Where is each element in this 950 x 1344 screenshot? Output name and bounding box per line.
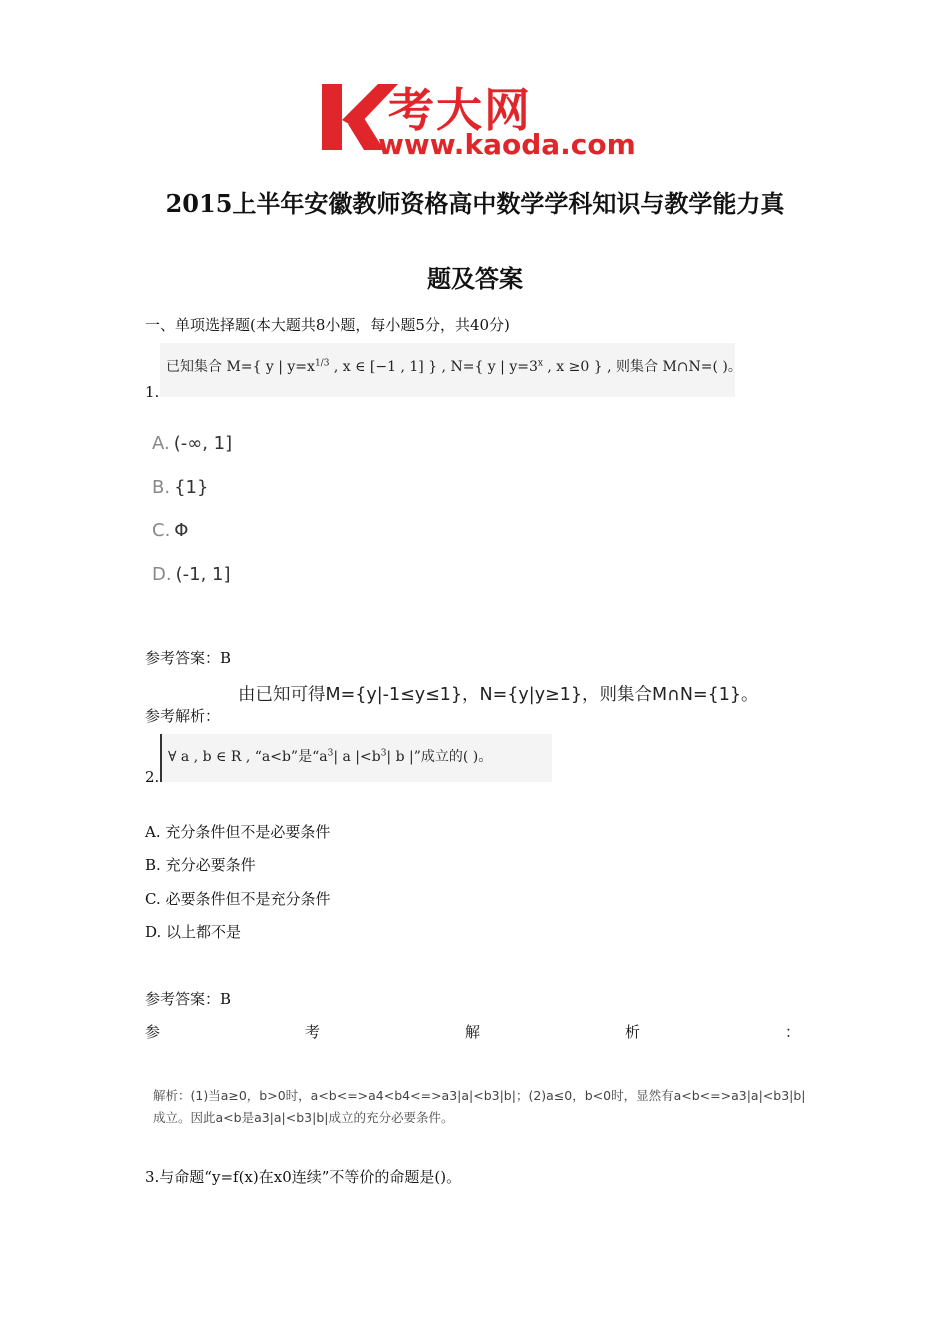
q1-stem-text [166,356,742,376]
q2-option-d[interactable] [145,921,241,942]
q2-analysis-label [145,1021,800,1042]
q2-option-a-text: 充分条件但不是必要条件 [165,823,331,841]
q1-option-b-letter: B. [152,477,171,498]
q1-option-b[interactable] [152,477,208,498]
q2-option-b-text: 充分必要条件 [165,856,256,874]
q1-number: 1. [145,383,160,401]
q1-option-c-letter: C. [152,520,171,541]
q1-stem-a: 已知集合 M={ y | y=x [166,359,315,375]
q1-stem-b: , x ∈ [−1 , 1] } , N={ y | y=3 [329,359,538,375]
q2-stem-sup1: 3 [327,748,334,759]
q2-option-c[interactable] [145,888,331,909]
q2-option-b-letter: B. [145,856,161,874]
q1-stem-c: , x ≥0 } , 则集合 M∩N=( )。 [542,359,742,375]
q2-option-a-letter: A. [145,823,161,841]
q2-stem-b: | a |<b [333,749,381,765]
q1-option-c[interactable] [152,520,188,541]
q2-stem-image [160,734,552,782]
q2-analysis-label-char: 解 [464,1023,480,1041]
q1-analysis-text: 由已知可得M={y|-1≤y≤1}，N={y|y≥1}，则集合M∩N={1}。 [238,685,759,705]
q2-analysis-label-char: 考 [304,1023,320,1041]
q2-stem-c: | b |”成立的( )。 [386,749,493,765]
q2-stem-a: ∀ a , b ∈ R , “a<b”是“a [168,749,328,765]
q2-option-b[interactable] [145,854,256,875]
q3-stem: 3.与命题“y=f(x)在x0连续”不等价的命题是()。 [145,1168,462,1186]
q2-option-c-text: 必要条件但不是充分条件 [165,890,331,908]
q1-option-a-text: (-∞, 1] [173,433,233,454]
q1-option-a[interactable] [152,433,232,454]
q1-option-d[interactable] [152,564,230,585]
q2-analysis-label-char: 析 [624,1023,640,1041]
document-title-line1: 2015上半年安徽教师资格高中数学学科知识与教学能力真 [165,189,785,218]
q1-option-a-letter: A. [152,433,170,454]
q2-option-c-letter: C. [145,890,161,908]
q2-answer: 参考答案：B [145,990,232,1008]
q2-number: 2. [145,768,160,786]
q2-option-a[interactable] [145,821,330,842]
q1-stem-image [160,343,742,397]
q2-analysis-line2: 成立。因此a<b是a3|a|<b3|b|成立的充分必要条件。 [153,1110,454,1125]
q2-analysis-block [153,1085,813,1129]
q2-option-d-letter: D. [145,923,162,941]
q1-option-b-text: {1} [174,477,209,498]
q2-analysis-label-char: 参 [145,1023,161,1041]
q2-option-d-text: 以上都不是 [166,923,242,941]
q1-option-d-text: (-1, 1] [175,564,231,585]
section-header: 一、单项选择题(本大题共8小题，每小题5分，共40分) [145,316,510,334]
q1-stem-exp: 1/3 [314,358,330,369]
logo-url-text: www.kaoda.com [378,128,636,161]
kaoda-logo [318,80,648,160]
q1-option-c-text: Φ [174,520,189,541]
q2-stem-text [168,746,492,766]
logo-brand-text: 考大网 [388,83,532,137]
q1-answer: 参考答案：B [145,649,232,667]
q2-analysis-line1: 解析：(1)当a≥0，b>0时，a<b<=>a4<b4<=>a3|a|<b3|b|；(2)a≤0，b<0时，显然有a<b<=>a3|a|<b3|b| [153,1088,806,1103]
q1-option-d-letter: D. [152,564,172,585]
q1-analysis-label: 参考解析： [145,707,221,725]
document-title-line2: 题及答案 [427,264,523,293]
q2-analysis-label-char: ： [784,1023,800,1041]
q1-stem-exp2: x [537,358,543,369]
q2-stem-sup2: 3 [380,748,387,759]
